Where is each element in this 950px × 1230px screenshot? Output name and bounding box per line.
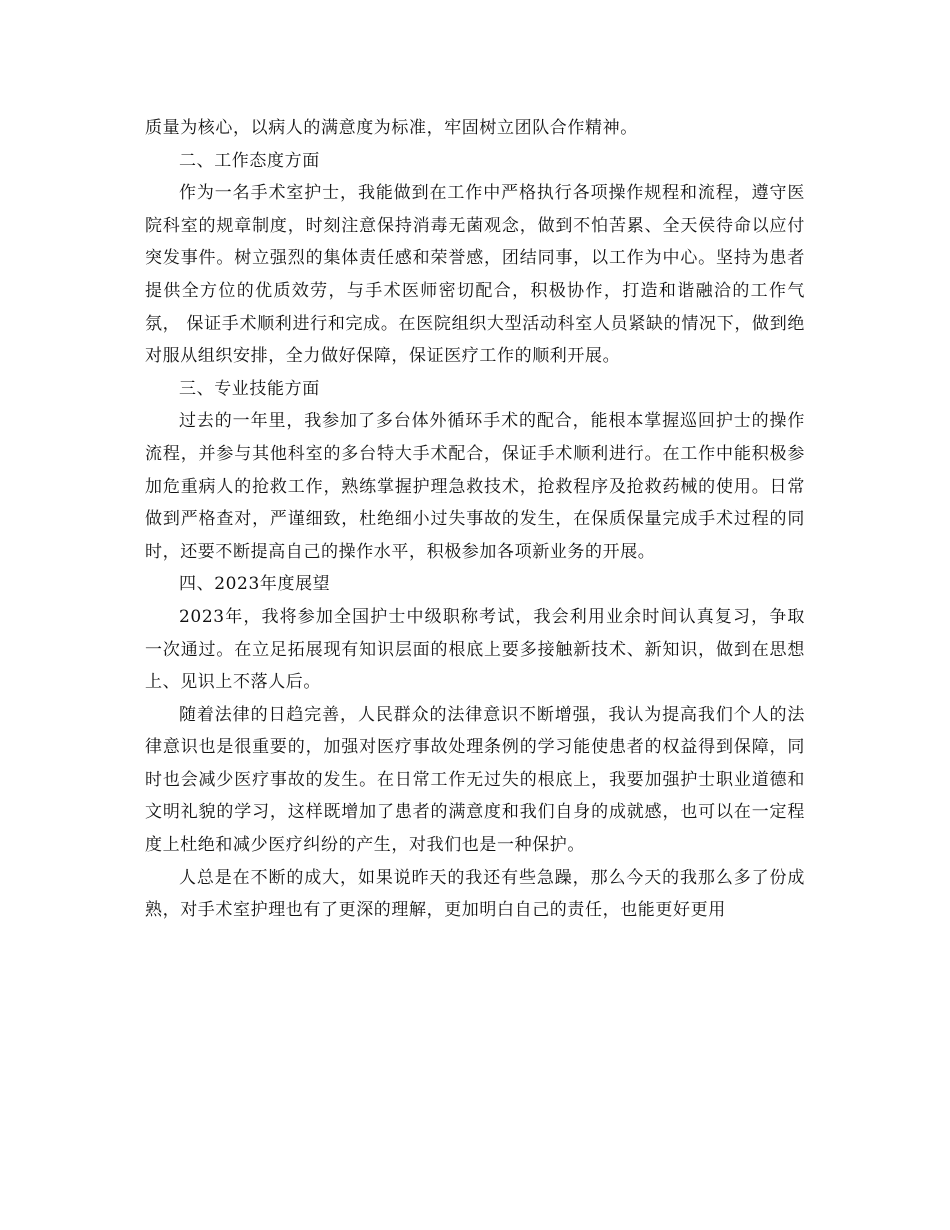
paragraph-continuation: 质量为核心，以病人的满意度为标准，牢固树立团队合作精神。	[145, 118, 638, 138]
paragraph-professional-skills: 过去的一年里，我参加了多台体外循环手术的配合，能根本掌握巡回护士的操作流程，并参与其他科室的多台特大手术配合，保证手术顺利进行。在工作中能积极参加危重病人的抢救工作，熟练掌握护理急救技术，抢救程序及抢救药械的使用。日常做到严格查对，严谨细致，杜绝细小过失事故的发生，在保质保量完成手术过程的同时，还要不断提高自己的操作水平，积极参加各项新业务的开展。	[145, 411, 805, 562]
document-page	[145, 112, 805, 927]
paragraph-legal-awareness: 随着法律的日趋完善，人民群众的法律意识不断增强，我认为提高我们个人的法律意识也是很重要的，加强对医疗事故处理条例的学习能使患者的权益得到保障，同时也会减少医疗事故的发生。在日常工作无过失的根底上，我要加强护士职业道德和文明礼貌的学习，这样既增加了患者的满意度和我们自身的成就感，也可以在一定程度上杜绝和减少医疗纠纷的产生，对我们也是一种保护。	[145, 704, 805, 856]
section-heading-professional-skills: 三、专业技能方面	[179, 378, 320, 399]
section-heading-outlook: 四、2023年度展望	[179, 574, 331, 595]
paragraph-work-attitude: 作为一名手术室护士，我能做到在工作中严格执行各项操作规程和流程，遵守医院科室的规章制度，时刻注意保持消毒无菌观念，做到不怕苦累、全天侯待命以应付突发事件。树立强烈的集体责任感和荣誉感，团结同事，以工作为中心。坚持为患者提供全方位的优质效劳，与手术医师密切配合，积极协作，打造和谐融洽的工作气氛， 保证手术顺利进行和完成。在医院组织大型活动科室人员紧缺的情况下，做到绝对服从组织安排，全力做好保障，保证医疗工作的顺利开展。	[145, 183, 805, 367]
paragraph-outlook-exam: 2023年，我将参加全国护士中级职称考试，我会利用业余时间认真复习，争取一次通过。在立足拓展现有知识层面的根底上要多接触新技术、新知识，做到在思想上、见识上不落人后。	[145, 606, 805, 693]
paragraph-growth: 人总是在不断的成大，如果说昨天的我还有些急躁，那么今天的我那么多了份成熟，对手术室护理也有了更深的理解，更加明白自己的责任，也能更好更用	[145, 867, 805, 921]
section-heading-work-attitude: 二、工作态度方面	[179, 150, 320, 171]
